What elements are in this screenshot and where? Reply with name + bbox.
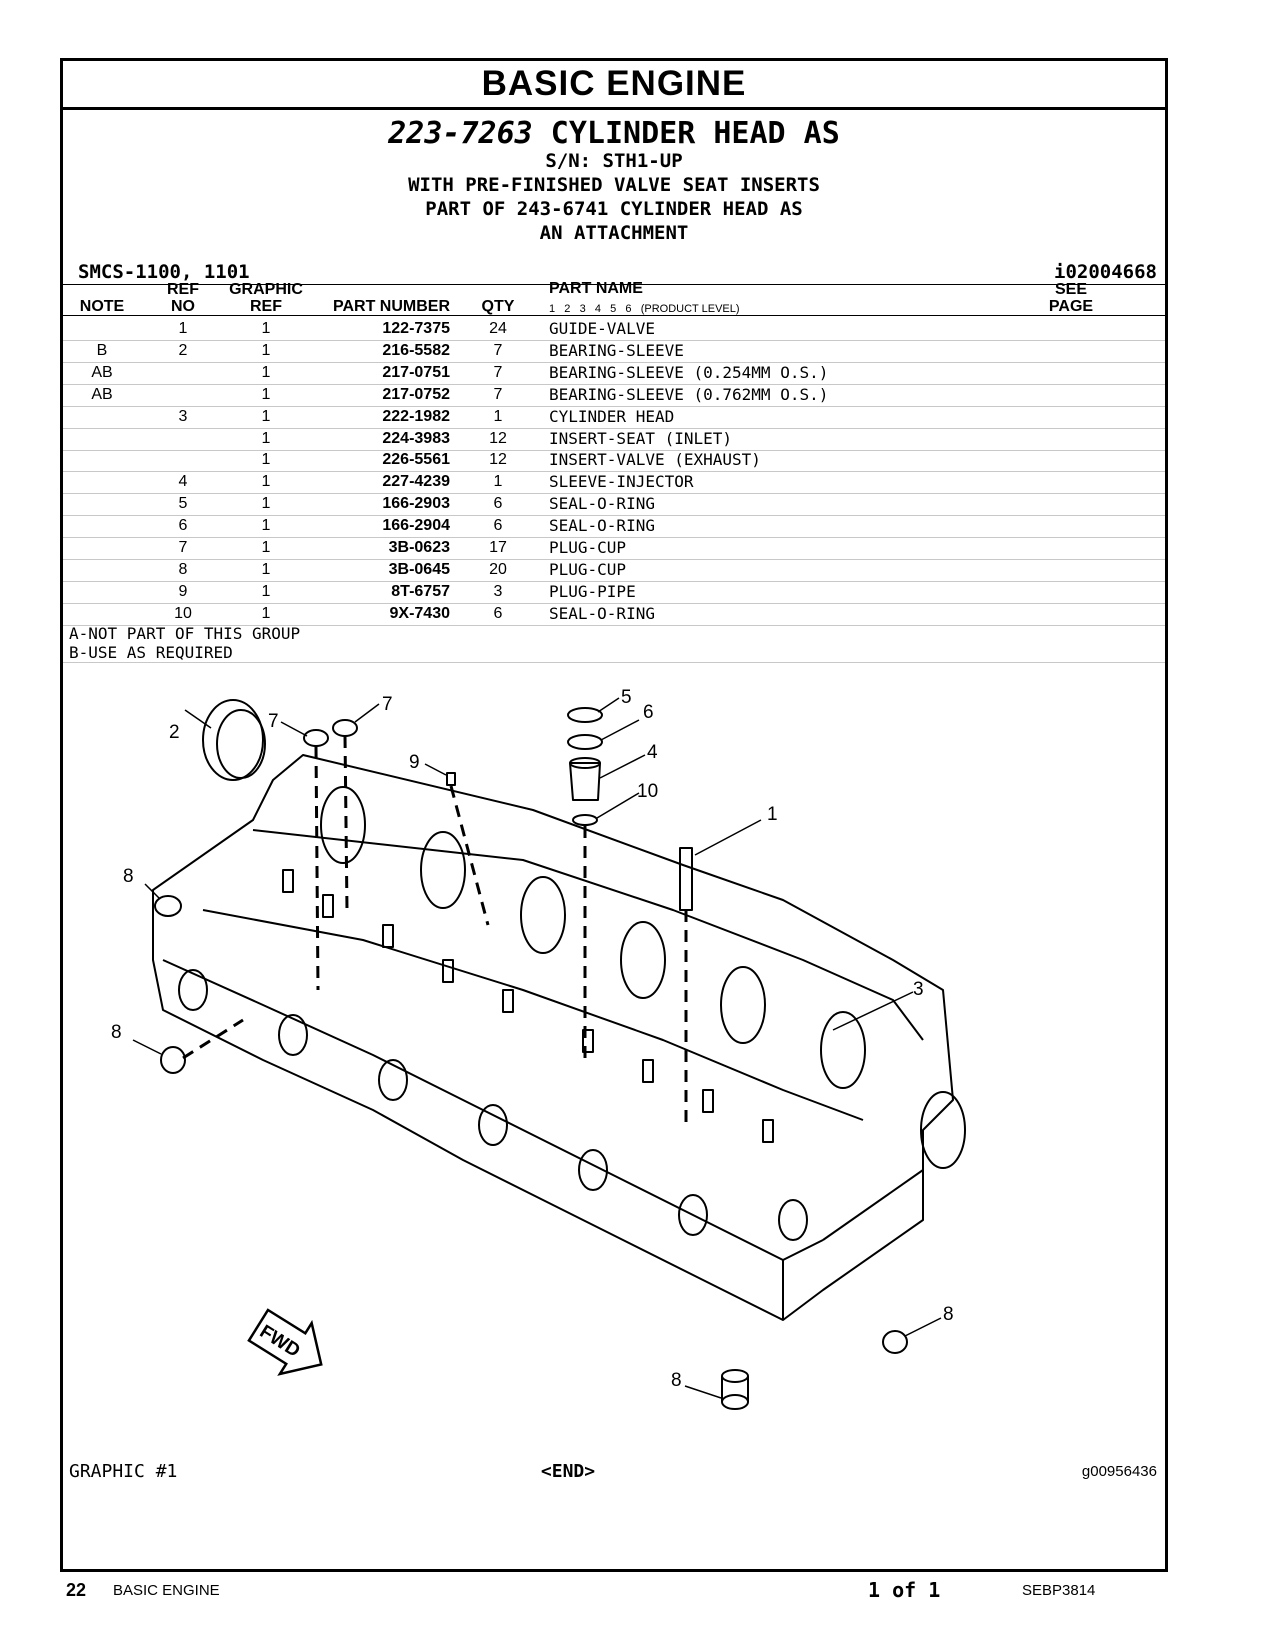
part-number-cell: 9X-7430: [389, 604, 450, 622]
part-number-cell: 226-5561: [382, 451, 450, 469]
graphic-ref-cell: 1: [261, 473, 271, 491]
group-description-2: PART OF 243-6741 CYLINDER HEAD AS: [425, 198, 803, 220]
table-row: [63, 492, 1165, 516]
part-number-cell: 217-0751: [382, 363, 450, 381]
guide-valve: [680, 848, 692, 910]
graphic-ref-cell: 1: [261, 451, 271, 469]
table-row: [63, 361, 1165, 385]
callout-6: 6: [643, 702, 654, 723]
table-row: [63, 427, 1165, 451]
group-description-3: AN ATTACHMENT: [539, 222, 689, 244]
ref-no-cell: 9: [178, 582, 188, 600]
plug-cup-8d: [722, 1395, 748, 1409]
callout-10: 10: [637, 781, 659, 802]
part-name-cell: SEAL-O-RING: [549, 603, 655, 623]
part-number-cell: 224-3983: [382, 429, 450, 447]
header-product-levels: 1 2 3 4 5 6 (PRODUCT LEVEL): [549, 303, 740, 315]
qty-cell: 7: [493, 385, 503, 403]
qty-cell: 1: [493, 473, 503, 491]
group-description-1: WITH PRE-FINISHED VALVE SEAT INSERTS: [408, 174, 820, 196]
part-name-cell: INSERT-SEAT (INLET): [549, 428, 733, 448]
part-number-cell: 122-7375: [382, 320, 450, 337]
note-cell: B: [96, 341, 108, 359]
ref-no-cell: 6: [178, 517, 188, 535]
ref-no-cell: 7: [178, 539, 188, 556]
ref-no-cell: 3: [178, 407, 188, 425]
part-name-cell: SLEEVE-INJECTOR: [549, 472, 694, 492]
part-name-cell: INSERT-VALVE (EXHAUST): [549, 450, 761, 470]
illustration-id: i02004668: [1054, 261, 1157, 283]
header-gref-top: GRAPHIC: [229, 281, 303, 298]
qty-cell: 7: [493, 363, 503, 381]
header-part-name: PART NAME: [549, 280, 643, 297]
qty-cell: 6: [493, 495, 503, 513]
callout-4: 4: [647, 742, 658, 763]
cylinder-head-exploded-view: [63, 660, 1103, 1420]
qty-cell: 6: [493, 604, 503, 622]
part-name-cell: SEAL-O-RING: [549, 494, 655, 514]
graphic-ref-cell: 1: [261, 539, 271, 556]
ref-no-cell: 4: [178, 473, 188, 491]
part-number-cell: 166-2903: [382, 495, 450, 513]
table-row: [63, 317, 1165, 341]
table-row: [63, 558, 1165, 582]
part-number-cell: 8T-6757: [391, 582, 450, 600]
forward-arrow-icon: [243, 1300, 338, 1390]
ref-no-cell: 2: [178, 341, 188, 359]
callout-7a: 7: [268, 711, 279, 732]
part-name-cell: PLUG-CUP: [549, 559, 627, 579]
footer-section: BASIC ENGINE: [113, 1582, 220, 1599]
part-number-cell: 217-0752: [382, 385, 450, 403]
header-ref-top: REF: [167, 281, 199, 298]
part-number-cell: 3B-0623: [388, 539, 450, 556]
part-name-cell: BEARING-SLEEVE (0.254MM O.S.): [549, 362, 829, 382]
graphic-ref-cell: 1: [261, 341, 271, 359]
seal-o-ring-6: [568, 735, 602, 749]
part-name-cell: GUIDE-VALVE: [549, 319, 655, 338]
header-see-top: SEE: [1054, 281, 1087, 298]
note-cell: AB: [91, 363, 113, 381]
qty-cell: 12: [489, 451, 507, 469]
part-number-cell: 222-1982: [382, 407, 450, 425]
plug-cup-8c: [883, 1331, 907, 1353]
graphic-ref-cell: 1: [261, 517, 271, 535]
table-row: [63, 448, 1165, 472]
group-name: CYLINDER HEAD AS: [550, 116, 840, 151]
header-ref-bottom: NO: [171, 298, 195, 315]
callout-8a: 8: [123, 866, 134, 887]
graphic-ref-cell: 1: [261, 385, 271, 403]
callout-8c: 8: [943, 1304, 954, 1325]
header-qty: QTY: [481, 298, 515, 315]
group-part-number: 223-7263: [388, 116, 533, 151]
part-number-cell: 216-5582: [382, 341, 450, 359]
smcs-code: SMCS-1100, 1101: [78, 261, 250, 283]
table-row: [63, 602, 1165, 626]
cylinder-head-body: [153, 755, 953, 1320]
plug-cup-8b: [161, 1047, 185, 1073]
header-see-bottom: PAGE: [1048, 298, 1094, 315]
page-of-count: 1 of 1: [868, 1578, 941, 1602]
graphic-ref-cell: 1: [261, 363, 271, 381]
qty-cell: 24: [489, 320, 507, 337]
part-number-cell: 3B-0645: [388, 560, 450, 578]
table-row: [63, 470, 1165, 494]
header-gref-bottom: REF: [250, 298, 282, 315]
plug-cup-top-2: [333, 720, 357, 736]
table-row: [63, 514, 1165, 538]
fwd-label: FWD: [255, 1321, 304, 1362]
callout-2: 2: [169, 722, 180, 743]
part-name-cell: CYLINDER HEAD: [549, 406, 675, 426]
table-row: [63, 405, 1165, 429]
serial-range: S/N: STH1-UP: [545, 150, 683, 172]
table-row: [63, 536, 1165, 560]
part-number-cell: 227-4239: [382, 473, 450, 491]
plug-cup-top-1: [304, 730, 328, 746]
note-cell: AB: [91, 385, 113, 403]
table-row: [63, 339, 1165, 363]
header-note: NOTE: [79, 298, 125, 315]
graphic-ref-cell: 1: [261, 582, 271, 600]
qty-cell: 1: [493, 407, 503, 425]
section-title: BASIC ENGINE: [63, 61, 1165, 110]
end-marker: <END>: [540, 1461, 596, 1482]
qty-cell: 6: [493, 517, 503, 535]
graphic-ref-cell: 1: [261, 407, 271, 425]
qty-cell: 17: [489, 539, 507, 556]
page-number: 22: [66, 1580, 87, 1600]
graphic-ref-cell: 1: [261, 560, 271, 578]
note-b: B-USE AS REQUIRED: [69, 643, 233, 662]
qty-cell: 12: [489, 429, 507, 447]
table-row: [63, 383, 1165, 407]
qty-cell: 3: [493, 582, 503, 600]
seal-o-ring-10: [573, 815, 597, 825]
callout-1: 1: [767, 804, 778, 825]
part-name-cell: BEARING-SLEEVE: [549, 340, 684, 360]
part-name-cell: PLUG-PIPE: [549, 581, 636, 601]
group-title: [63, 116, 1165, 151]
ref-no-cell: 5: [178, 495, 188, 513]
ref-no-cell: 10: [174, 604, 192, 622]
callout-8b: 8: [111, 1022, 122, 1043]
document-number: SEBP3814: [1022, 1582, 1096, 1599]
part-name-cell: BEARING-SLEEVE (0.762MM O.S.): [549, 384, 829, 404]
note-a: A-NOT PART OF THIS GROUP: [69, 624, 301, 643]
ref-no-cell: 8: [178, 560, 188, 578]
part-number-cell: 166-2904: [382, 517, 450, 535]
graphic-id: g00956436: [1081, 1463, 1157, 1480]
header-part-number: PART NUMBER: [332, 298, 450, 315]
graphic-ref-cell: 1: [261, 429, 271, 447]
ref-no-cell: 1: [178, 320, 188, 337]
table-header-rule: [63, 315, 1165, 316]
graphic-ref-cell: 1: [261, 320, 271, 337]
qty-cell: 20: [489, 560, 507, 578]
graphic-ref-cell: 1: [261, 604, 271, 622]
callout-7b: 7: [382, 694, 393, 715]
seal-o-ring-5: [568, 708, 602, 722]
table-row: [63, 580, 1165, 604]
qty-cell: 7: [493, 341, 503, 359]
part-name-cell: SEAL-O-RING: [549, 516, 655, 536]
plug-pipe: [447, 773, 455, 785]
callout-3: 3: [913, 979, 924, 1000]
graphic-label: GRAPHIC #1: [69, 1461, 178, 1482]
callout-8d: 8: [671, 1370, 682, 1391]
callout-9: 9: [409, 752, 420, 773]
plug-cup-8a: [155, 896, 181, 916]
callout-5: 5: [621, 687, 632, 708]
part-name-cell: PLUG-CUP: [549, 538, 627, 557]
graphic-ref-cell: 1: [261, 495, 271, 513]
